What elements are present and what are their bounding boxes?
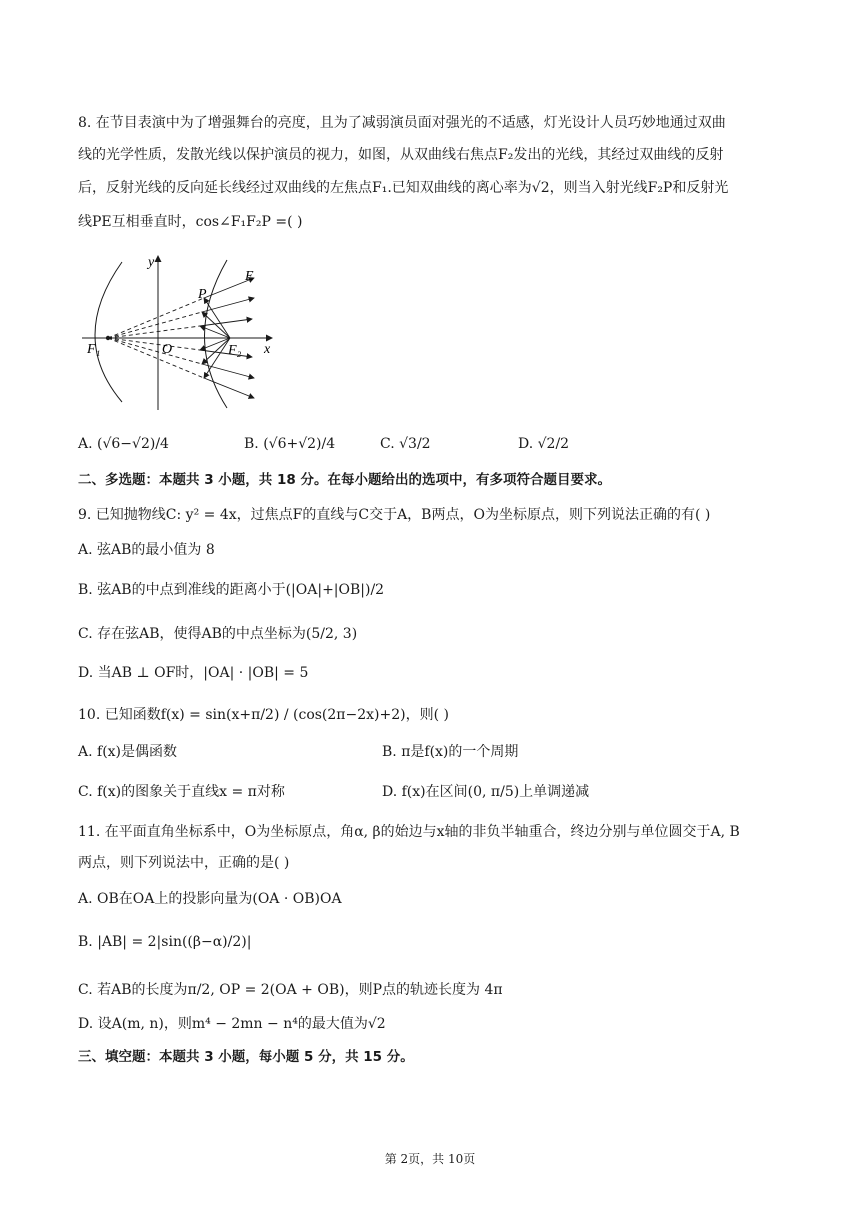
q8-line-1: 8. 在节目表演中为了增强舞台的亮度，且为了减弱演员面对强光的不适感，灯光设计人员巧妙地通过双曲 bbox=[78, 115, 726, 131]
q8-option-d: D. √2/2 bbox=[518, 436, 570, 452]
q9-option-a: A. 弦AB的最小值为 8 bbox=[78, 542, 215, 558]
q11-line-2: 两点，则下列说法中，正确的是( ) bbox=[78, 855, 290, 871]
q8-line-4: 线PE互相垂直时，cos∠F₁F₂P =( ) bbox=[78, 214, 303, 230]
hyperbola-reflection-figure bbox=[82, 252, 282, 412]
q9-option-b: B. 弦AB的中点到准线的距离小于(|OA|+|OB|)/2 bbox=[78, 582, 385, 598]
label-f2: F₂ bbox=[228, 343, 242, 358]
q10-option-c: C. f(x)的图象关于直线x = π对称 bbox=[78, 784, 285, 800]
q10-option-b: B. π是f(x)的一个周期 bbox=[382, 744, 519, 760]
label-o: O bbox=[162, 342, 173, 357]
q8-option-b: B. (√6+√2)/4 bbox=[244, 436, 336, 452]
q10-option-d: D. f(x)在区间(0, π/5)上单调递减 bbox=[382, 784, 590, 800]
q11-option-b: B. |AB| = 2|sin((β−α)/2)| bbox=[78, 934, 252, 950]
q11-option-c: C. 若AB的长度为π/2, OP = 2(OA + OB)，则P点的轨迹长度为 4π bbox=[78, 982, 503, 998]
q9-option-d: D. 当AB ⊥ OF时，|OA| · |OB| = 5 bbox=[78, 665, 309, 681]
q8-line-3: 后，反射光线的反向延长线经过双曲线的左焦点F₁.已知双曲线的离心率为√2，则当入射光线F₂P和反射光 bbox=[78, 180, 729, 196]
q11-line-1: 11. 在平面直角坐标系中，O为坐标原点，角α, β的始边与x轴的非负半轴重合，终边分别与单位圆交于A, B bbox=[78, 824, 740, 840]
page-footer: 第 2页，共 10页 bbox=[384, 1152, 476, 1166]
q8-option-c: C. √3/2 bbox=[380, 436, 431, 452]
label-f1: F₁ bbox=[87, 342, 101, 357]
q10-option-a: A. f(x)是偶函数 bbox=[78, 744, 178, 760]
q11-option-d: D. 设A(m, n)，则m⁴ − 2mn − n⁴的最大值为√2 bbox=[78, 1016, 386, 1032]
q8-line-2: 线的光学性质，发散光线以保护演员的视力，如图，从双曲线右焦点F₂发出的光线，其经过双曲线的反射 bbox=[78, 147, 724, 163]
label-e: E bbox=[245, 269, 254, 284]
label-y: y bbox=[148, 255, 155, 270]
section-2-heading: 二、多选题：本题共 3 小题，共 18 分。在每小题给出的选项中，有多项符合题目要求。 bbox=[78, 472, 611, 488]
q8-option-a: A. (√6−√2)/4 bbox=[78, 436, 169, 452]
label-p: P bbox=[198, 287, 207, 302]
q9-stem: 9. 已知抛物线C: y² = 4x，过焦点F的直线与C交于A，B两点，O为坐标原点，则下列说法正确的有( ) bbox=[78, 507, 711, 523]
q10-stem: 10. 已知函数f(x) = sin(x+π/2) / (cos(2π−2x)+2)，则( ) bbox=[78, 707, 449, 723]
label-x: x bbox=[264, 342, 271, 357]
q11-option-a: A. OB在OA上的投影向量为(OA · OB)OA bbox=[78, 891, 342, 907]
q9-option-c: C. 存在弦AB，使得AB的中点坐标为(5/2, 3) bbox=[78, 626, 358, 642]
left-branch bbox=[95, 262, 122, 402]
section-3-heading: 三、填空题：本题共 3 小题，每小题 5 分，共 15 分。 bbox=[78, 1049, 414, 1065]
